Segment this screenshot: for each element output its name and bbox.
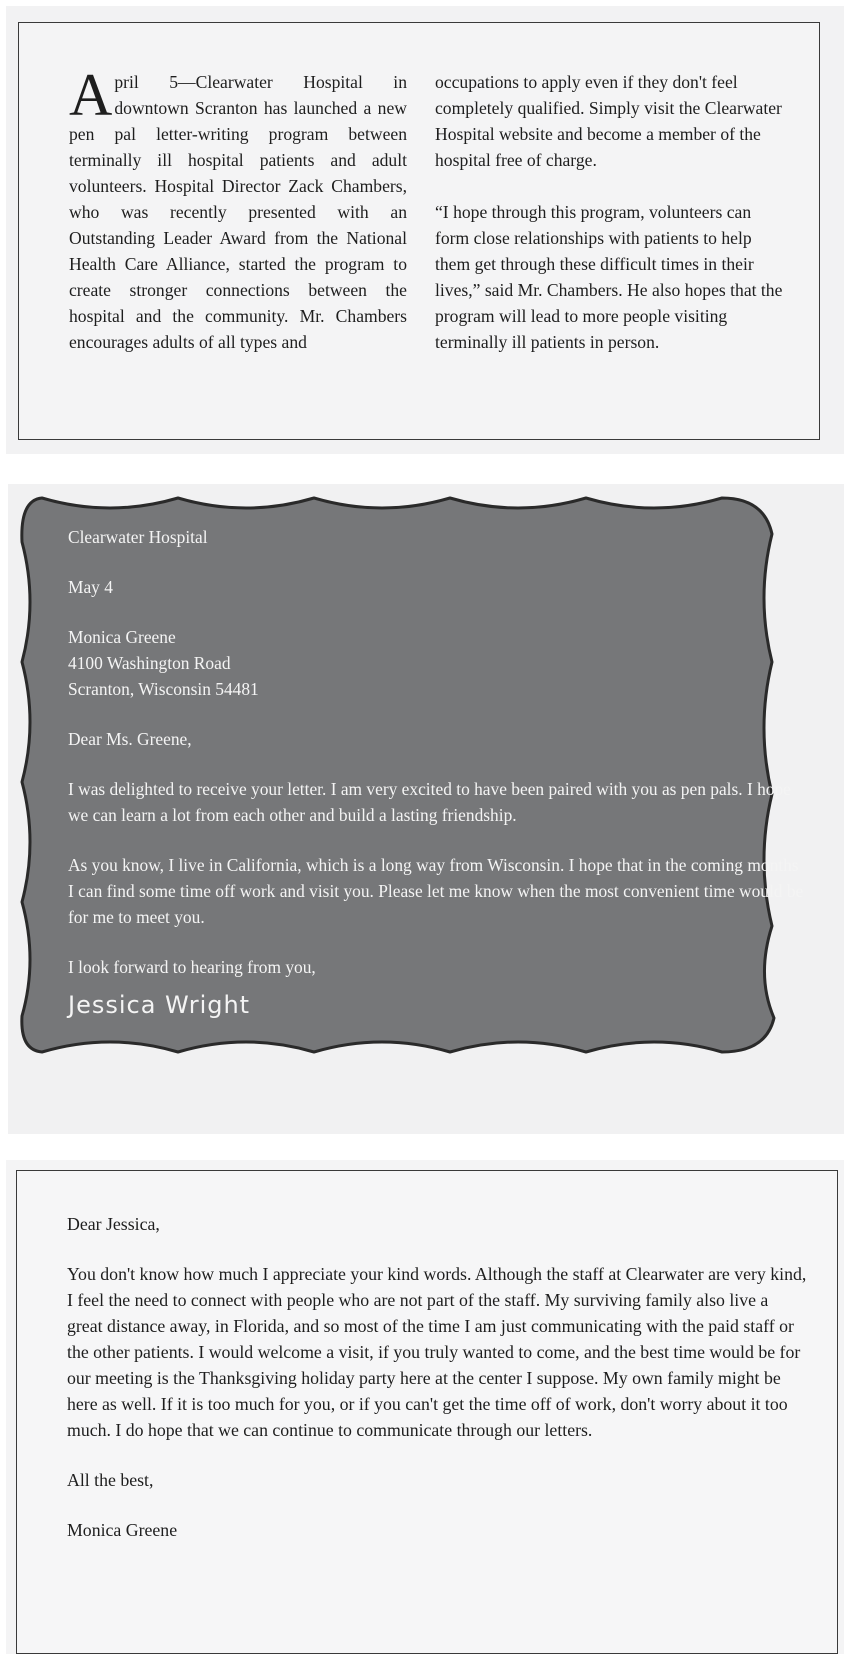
drop-cap: A	[69, 62, 113, 128]
article-quote-paragraph: “I hope through this program, volunteers can form close relationships with patients to help them get through these difficult times in their lives,” said Mr. Chambers. He also hopes that the program will lead to more people visiting terminally ill patients in person.	[435, 202, 783, 352]
reply-salutation: Dear Jessica,	[67, 1214, 160, 1234]
recipient-organization: Clearwater Hospital	[68, 527, 208, 547]
article-lead-text: pril 5—Clearwater Hospital in downtown Scranton has launched a new pen pal letter-writing program between terminally ill hospital patients and adult volunteers. Hospital Director Zack Chambers, who was recently presented with an Outstanding Leader Award from the National Health Care Alliance, started the program to create stronger connections between the hospital and the community. Mr. Chambers encourages adults of all types and	[69, 72, 407, 352]
reply-body: You don't know how much I appreciate your kind words. Although the staff at Clearwater are very kind, I feel the need to connect with people who are not part of the staff. My surviving family also live a great distance away, in Florida, and so most of the time I am just communicating with the paid staff or the other patients. I would welcome a visit, if you truly wanted to come, and the best time would be for our meeting is the Thanksgiving holiday party here at the center I suppose. My own family might be here as well. If it is too much for you, or if you can't get the time off of work, don't worry about it too much. I do hope that we can continue to communicate through our letters.	[67, 1264, 807, 1440]
sender-city: Scranton, Wisconsin 54481	[68, 679, 259, 699]
article-column-left	[69, 62, 407, 355]
article-continued-paragraph: occupations to apply even if they don't feel completely qualified. Simply visit the Clearwater Hospital website and become a member of the hospital free of charge.	[435, 72, 782, 170]
reply-signature: Monica Greene	[67, 1520, 178, 1540]
article-lead-paragraph	[69, 62, 407, 355]
letter-date: May 4	[68, 577, 113, 597]
letter-closing: I look forward to hearing from you,	[68, 957, 316, 977]
letter-salutation: Dear Ms. Greene,	[68, 729, 192, 749]
news-article	[18, 22, 820, 440]
reply-closing: All the best,	[67, 1470, 154, 1490]
letter-from-jessica	[68, 524, 808, 1018]
letter-paragraph-2: As you know, I live in California, which is a long way from Wisconsin. I hope that in the coming months I can find some time off work and visit you. Please let me know when the most convenient time would be for me to meet you.	[68, 855, 804, 927]
reply-text-block	[67, 1211, 807, 1543]
letter-from-monica	[16, 1170, 838, 1654]
sender-name: Monica Greene	[68, 627, 176, 647]
letter-paragraph-1: I was delighted to receive your letter. I am very excited to have been paired with you as pen pals. I hope we can learn a lot from each other and build a lasting friendship.	[68, 779, 791, 825]
article-column-right	[435, 69, 787, 355]
sender-street: 4100 Washington Road	[68, 653, 231, 673]
signature-jessica: Jessica Wright	[68, 991, 251, 1019]
